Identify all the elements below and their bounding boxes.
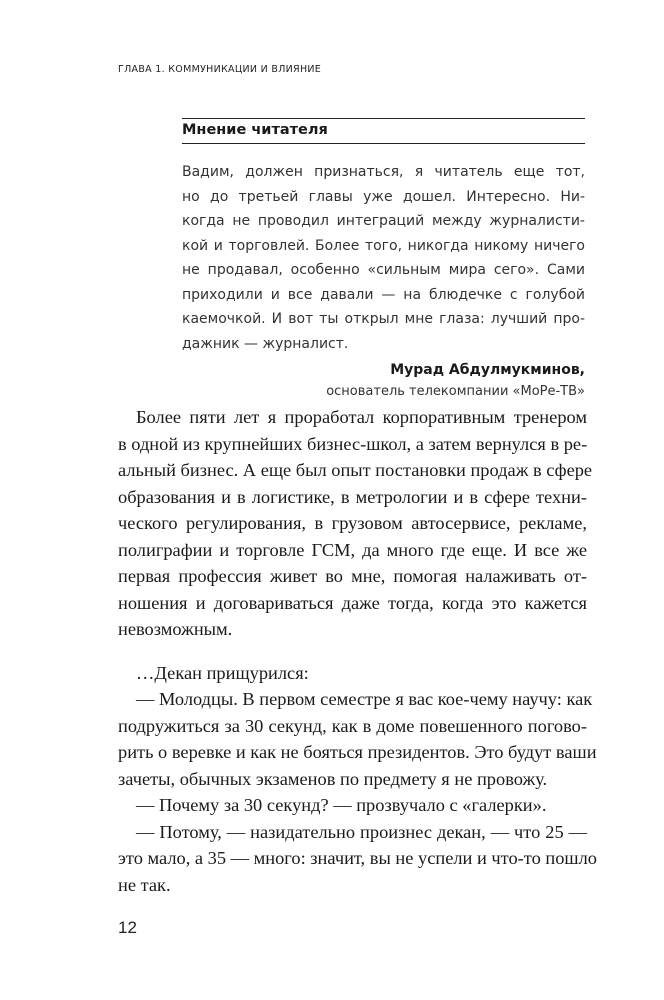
quote-line: кой и торговлей. Более того, никогда никому ничего [182, 237, 585, 254]
text-line: образования и в логистике, в метрологии и в сфере техни- [118, 486, 587, 507]
quote-author-role: основатель телекомпании «МоРе-ТВ» [326, 384, 585, 399]
main-text [118, 404, 597, 898]
text-line: — Молодцы. В первом семестре я вас кое-чему научу: как [136, 689, 593, 709]
quote-author-name: Мурад Абдулмукминов, [390, 362, 585, 378]
page-number: 12 [118, 918, 137, 937]
text-line: подружиться за 30 секунд, как в доме повешенного погово- [118, 715, 587, 736]
running-head: ГЛАВА 1. КОММУНИКАЦИИ И ВЛИЯНИЕ [118, 64, 322, 75]
reader-opinion-box [182, 118, 585, 403]
text-line: Более пяти лет я проработал корпоративным тренером [136, 407, 587, 427]
text-line: это мало, а 35 — много: значит, вы не успели и что-то пошло [118, 848, 597, 868]
reader-quote [182, 160, 585, 356]
quote-line: приходили и все давали — на блюдечке с голубой [182, 286, 585, 303]
text-line: зачеты, обычных экзаменов по предмету я не провожу. [118, 768, 548, 789]
text-line: рить о веревке и как не бояться президентов. Это будут ваши [118, 742, 597, 762]
text-line: первая профессия живет во мне, помогая налаживать от- [118, 566, 587, 586]
quote-line: но до третьей главы уже дошел. Интересно. Ни- [182, 188, 585, 205]
text-line: ческого регулирования, в грузовом автосервисе, рекламе, [118, 513, 587, 533]
text-line: невозможным. [118, 619, 233, 639]
quote-line: когда не проводил интеграций между журналисти- [182, 213, 585, 229]
quote-line: Вадим, должен признаться, я читатель еще тот, [182, 164, 585, 180]
quote-line: дажник — журналист. [182, 335, 349, 352]
quote-line: каемочкой. И вот ты открыл мне глаза: лучший про- [182, 311, 585, 327]
paragraph [118, 404, 593, 643]
text-line: …Декан прищурился: [136, 662, 309, 683]
text-line: не так. [118, 874, 171, 895]
sidebar-title-rule [182, 143, 585, 144]
text-line: ношения и договариваться даже тогда, когда это кажется [118, 592, 587, 613]
text-line: альный бизнес. А еще был опыт постановки продаж в сфере [118, 460, 593, 480]
text-line: полиграфии и торговле ГСМ, да много где еще. И все же [118, 539, 587, 560]
text-line: — Потому, — назидательно произнес декан, — что 25 — [136, 821, 587, 842]
sidebar-title: Мнение читателя [182, 122, 328, 138]
quote-line: не продавал, особенно «сильным мира сего». Сами [182, 262, 585, 278]
text-line: — Почему за 30 секунд? — прозвучало с «галерки». [136, 795, 547, 815]
dialogue [118, 660, 597, 899]
text-line: в одной из крупнейших бизнес-школ, а затем вернулся в ре- [118, 433, 588, 454]
